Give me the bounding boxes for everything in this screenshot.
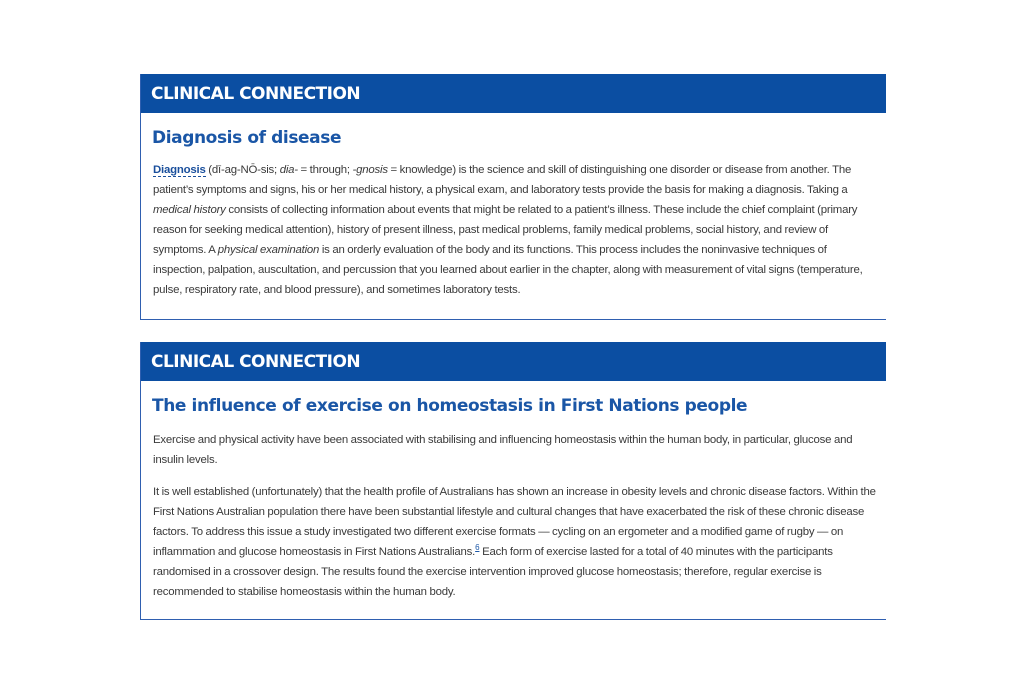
paragraph-text: Each form of exercise lasted for a total of 40 minutes with the participants randomised in a crossover design. The results found the exercise intervention improved glucose homeostasis; therefore, regular exercise is recommended to stabilise homeostasis within the human body. (153, 546, 833, 598)
clinical-connection-box-exercise (140, 342, 886, 620)
etymology-root: -gnosis (352, 164, 388, 176)
emphasis-medical-history: medical history (153, 204, 226, 216)
paragraph-text: consists of collecting information about events that might be related to a patient’s illness. These include the chief complaint (primary reason for seeking medical attention), history of present illness, past medical problems, family medical problems, social history, and review of symptoms. A (153, 204, 858, 256)
paragraph-text: = knowledge) is the science and skill of distinguishing one disorder or disease from another. The patient’s symptoms and signs, his or her medical history, a physical exam, and laboratory tests provide the basis for making a diagnosis. Taking a (153, 164, 852, 196)
pronunciation-text: (dī-ag-NŌ-sis; (205, 164, 280, 176)
paragraph-text: is an orderly evaluation of the body and its functions. This process includes the noninvasive techniques of inspection, palpation, auscultation, and percussion that you learned about earlier in the chapter, along with measurement of vital signs (temperature, pulse, respiratory rate, and blood pressure), and sometimes laboratory tests. (153, 244, 863, 296)
clinical-connection-box-diagnosis (140, 74, 886, 320)
etymology-meaning: = through; (297, 164, 353, 176)
exercise-paragraph-1: Exercise and physical activity have been associated with stabilising and influencing homeostasis within the human body, in particular, glucose and insulin levels. (153, 434, 853, 466)
paragraph-text: It is well established (unfortunately) that the health profile of Australians has shown an increase in obesity levels and chronic disease factors. Within the First Nations Australian population there have been substantial lifestyle and cultural changes that have exacerbated the risk of these chronic disease factors. To address this issue a study investigated two different exercise formats — cycling on an ergometer and a modified game of rugby — on inflammation and glucose homeostasis in First Nations Australians. (153, 486, 876, 558)
etymology-prefix: dia- (279, 164, 298, 176)
box-title: Diagnosis of disease (152, 128, 342, 148)
footnote-reference-link[interactable]: 6 (475, 543, 480, 553)
exercise-paragraph-2 (141, 482, 886, 602)
box-title: The influence of exercise on homeostasis in First Nations people (152, 396, 748, 416)
diagnosis-paragraph (141, 160, 886, 300)
emphasis-physical-examination: physical examination (217, 244, 320, 256)
box-header: CLINICAL CONNECTION (141, 74, 886, 113)
box-header: CLINICAL CONNECTION (141, 342, 886, 381)
glossary-term-link[interactable]: Diagnosis (153, 164, 206, 176)
